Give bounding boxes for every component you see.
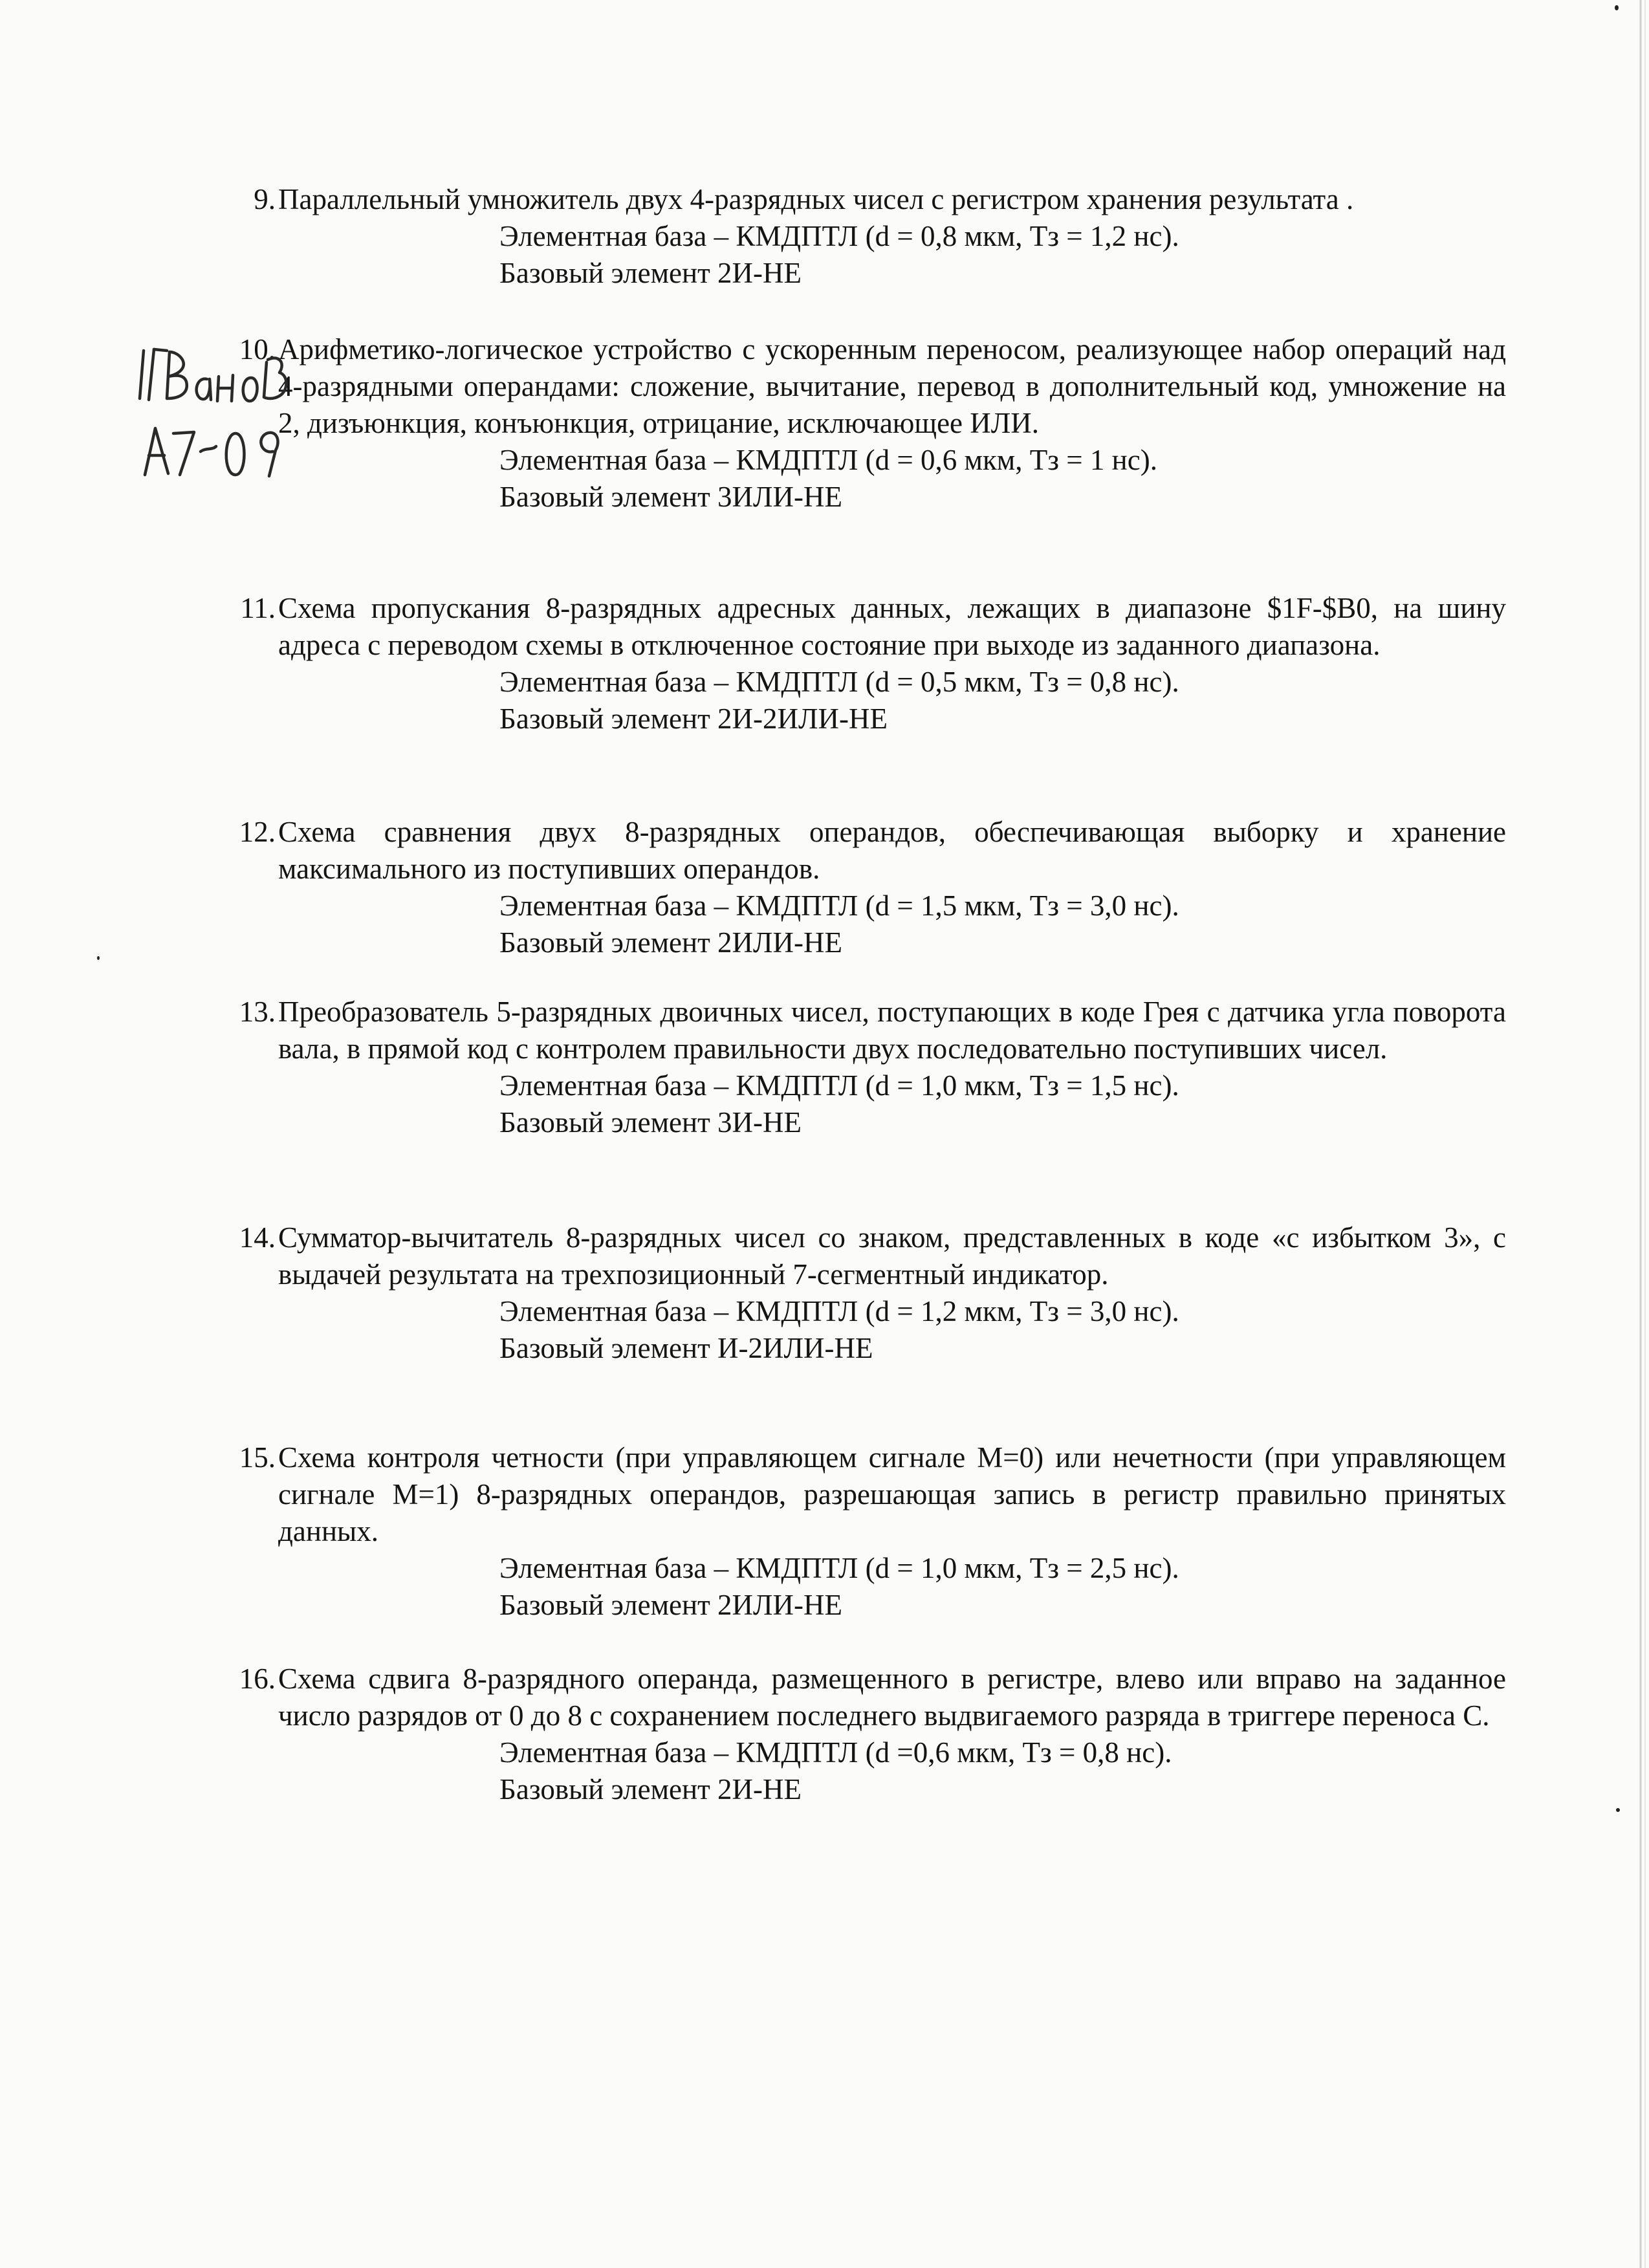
task-16 bbox=[239, 1661, 1506, 1808]
scan-speck bbox=[1615, 5, 1619, 10]
element-base: Элементная база – КМДПТЛ (d = 1,0 мкм, Тз = 2,5 нс). bbox=[499, 1552, 1179, 1584]
base-element: Базовый элемент 2ИЛИ-НЕ bbox=[499, 926, 843, 959]
task-number: 9. bbox=[254, 183, 276, 215]
task-number: 12. bbox=[239, 816, 276, 848]
task-12 bbox=[239, 814, 1506, 961]
task-15 bbox=[239, 1439, 1506, 1624]
element-base: Элементная база – КМДПТЛ (d = 0,8 мкм, Тз = 1,2 нс). bbox=[499, 220, 1179, 252]
task-description: Схема сдвига 8-разрядного операнда, размещенного в регистре, влево или вправо на заданное число разрядов от 0 до 8 с сохранением последнего выдвигаемого разряда в триггере переноса С. bbox=[278, 1663, 1506, 1732]
task-description: Сумматор-вычитатель 8-разрядных чисел со знаком, представленных в коде «с избытком 3», с выдачей результата на трехпозиционный 7-сегментный индикатор. bbox=[278, 1221, 1506, 1291]
task-number: 11. bbox=[240, 592, 276, 624]
task-description: Схема контроля четности (при управляющем сигнале М=0) или нечетности (при управляющем сигнале М=1) 8-разрядных операндов, разрешающая запись в регистр правильно принятых данных. bbox=[278, 1441, 1506, 1547]
element-base: Элементная база – КМДПТЛ (d = 1,0 мкм, Тз = 1,5 нс). bbox=[499, 1069, 1179, 1102]
task-number: 13. bbox=[239, 996, 276, 1028]
task-10 bbox=[239, 331, 1506, 516]
element-base: Элементная база – КМДПТЛ (d = 0,6 мкм, Тз = 1 нс). bbox=[499, 444, 1157, 476]
task-number: 16. bbox=[239, 1663, 276, 1695]
element-base: Элементная база – КМДПТЛ (d = 1,2 мкм, Тз = 3,0 нс). bbox=[499, 1295, 1179, 1327]
element-base: Элементная база – КМДПТЛ (d =0,6 мкм, Тз = 0,8 нс). bbox=[499, 1736, 1172, 1769]
task-description: Преобразователь 5-разрядных двоичных чисел, поступающих в коде Грея с датчика угла поворота вала, в прямой код с контролем правильности двух последовательно поступивших чисел. bbox=[278, 996, 1506, 1065]
element-base: Элементная база – КМДПТЛ (d = 1,5 мкм, Тз = 3,0 нс). bbox=[499, 889, 1179, 922]
base-element: Базовый элемент 3И-НЕ bbox=[499, 1106, 802, 1139]
task-description: Параллельный умножитель двух 4-разрядных чисел с регистром хранения результата . bbox=[278, 183, 1354, 215]
task-description: Схема пропускания 8-разрядных адресных данных, лежащих в диапазоне $1F-$B0, на шину адреса с переводом схемы в отключенное состояние при выходе из заданного диапазона. bbox=[278, 592, 1506, 661]
task-number: 14. bbox=[239, 1221, 276, 1254]
task-number: 15. bbox=[239, 1441, 276, 1474]
task-11 bbox=[240, 590, 1506, 737]
task-14 bbox=[239, 1219, 1506, 1367]
base-element: Базовый элемент 3ИЛИ-НЕ bbox=[499, 481, 843, 513]
task-description: Арифметико-логическое устройство с ускоренным переносом, реализующее набор операций над 4-разрядными операндами: сложение, вычитание, перевод в дополнительный код, умножение на 2, дизъюнкция, конъюнкция, отрицание, исключающее ИЛИ. bbox=[278, 333, 1506, 439]
element-base: Элементная база – КМДПТЛ (d = 0,5 мкм, Тз = 0,8 нс). bbox=[499, 666, 1179, 698]
scan-speck bbox=[97, 956, 100, 960]
base-element: Базовый элемент 2И-2ИЛИ-НЕ bbox=[499, 703, 888, 735]
base-element: Базовый элемент 2И-НЕ bbox=[499, 257, 802, 289]
base-element: Базовый элемент И-2ИЛИ-НЕ bbox=[499, 1332, 873, 1364]
task-9 bbox=[254, 181, 1506, 292]
scan-speck bbox=[1616, 1808, 1620, 1812]
task-number: 10. bbox=[239, 333, 276, 365]
task-13 bbox=[239, 994, 1506, 1141]
task-description: Схема сравнения двух 8-разрядных операндов, обеспечивающая выборку и хранение максимального из поступивших операндов. bbox=[278, 816, 1506, 885]
base-element: Базовый элемент 2И-НЕ bbox=[499, 1773, 802, 1805]
handwritten-signature bbox=[129, 336, 298, 485]
base-element: Базовый элемент 2ИЛИ-НЕ bbox=[499, 1589, 843, 1621]
